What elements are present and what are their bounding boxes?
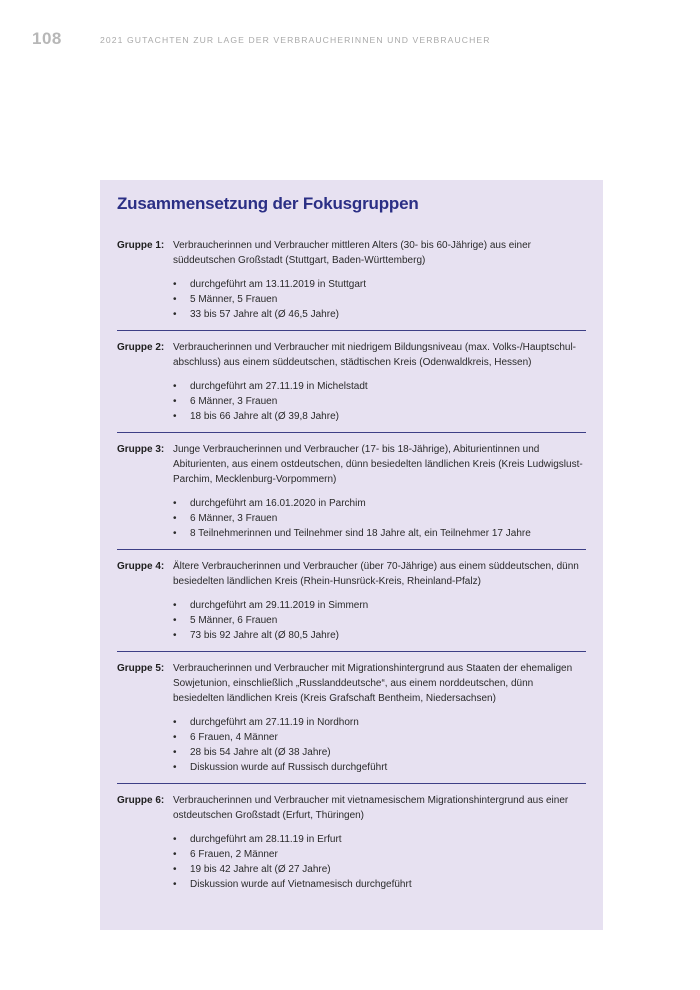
page-number: 108 [32,29,62,48]
list-item: • 28 bis 54 Jahre alt (Ø 38 Jahre) [173,747,331,758]
group-5 [117,661,586,775]
group-description: Verbraucherinnen und Verbraucher mit vietnamesischem Migrationshintergrund aus einer ostdeutschen Großstadt (Erfurt, Thüringen) [173,795,569,821]
group-3 [117,442,586,541]
list-item: • 6 Frauen, 4 Männer [173,732,278,743]
list-item: • durchgeführt am 27.11.19 in Nordhorn [173,717,359,728]
divider [117,330,586,331]
list-item: • durchgeführt am 28.11.19 in Erfurt [173,834,342,845]
bullet-icon: • [173,411,177,422]
bullet-list [173,379,586,424]
divider [117,651,586,652]
bullet-icon: • [173,849,177,860]
divider [117,783,586,784]
bullet-icon: • [173,762,177,773]
group-label: Gruppe 1: [117,240,165,251]
list-item: • 18 bis 66 Jahre alt (Ø 39,8 Jahre) [173,411,339,422]
bullet-list [173,277,586,322]
list-item: • 5 Männer, 6 Frauen [173,615,278,626]
bullet-icon: • [173,717,177,728]
list-item: • 6 Frauen, 2 Männer [173,849,278,860]
running-header: 2021 GUTACHTEN ZUR LAGE DER VERBRAUCHERINNEN UND VERBRAUCHER [100,35,491,45]
group-description: Junge Verbraucherinnen und Verbraucher (17- bis 18-Jährige), Abiturientinnen und Abiturienten, aus einem ostdeutschen, dünn besiedelten ländlichen Kreis (Kreis Ludwigslust-Parchim, Mecklenburg-Vorpommern) [173,444,583,485]
divider [117,432,586,433]
list-item: • 8 Teilnehmerinnen und Teilnehmer sind 18 Jahre alt, ein Teilnehmer 17 Jahre [173,528,531,539]
bullet-list [173,496,586,541]
group-description: Verbraucherinnen und Verbraucher mit Migrationshintergrund aus Staaten der ehemaligen Sowjetunion, einschließlich „Russlanddeutsche“, aus einem norddeutschen, dünn besiedelten ländlichen Kreis (Kreis Grafschaft Bentheim, Niedersachsen) [173,663,573,704]
bullet-icon: • [173,294,177,305]
focus-groups-box [100,180,603,930]
list-item: • durchgeführt am 16.01.2020 in Parchim [173,498,366,509]
bullet-list [173,598,586,643]
list-item: • durchgeführt am 27.11.19 in Michelstadt [173,381,368,392]
group-label: Gruppe 4: [117,561,165,572]
bullet-icon: • [173,528,177,539]
bullet-icon: • [173,381,177,392]
bullet-list [173,715,586,775]
group-label: Gruppe 5: [117,663,165,674]
bullet-icon: • [173,732,177,743]
group-2 [117,340,586,424]
group-label: Gruppe 3: [117,444,165,455]
list-item: • durchgeführt am 13.11.2019 in Stuttgart [173,279,367,290]
list-item: • 33 bis 57 Jahre alt (Ø 46,5 Jahre) [173,309,339,320]
bullet-icon: • [173,615,177,626]
list-item: • 73 bis 92 Jahre alt (Ø 80,5 Jahre) [173,630,339,641]
group-description: Verbraucherinnen und Verbraucher mit niedrigem Bildungsniveau (max. Volks-/Hauptschul- abschluss) aus einem süddeutschen, städtischen Kreis (Odenwaldkreis, Hessen) [173,342,576,368]
bullet-icon: • [173,834,177,845]
group-label: Gruppe 2: [117,342,165,353]
group-1 [117,238,586,322]
bullet-icon: • [173,309,177,320]
list-item: • Diskussion wurde auf Vietnamesisch durchgeführt [173,879,412,890]
list-item: • durchgeführt am 29.11.2019 in Simmern [173,600,369,611]
group-description: Ältere Verbraucherinnen und Verbraucher (über 70-Jährige) aus einem süddeutschen, dünn besiedelten ländlichen Kreis (Rhein-Hunsrück-Kreis, Rheinland-Pfalz) [173,561,579,587]
bullet-icon: • [173,879,177,890]
bullet-icon: • [173,747,177,758]
bullet-icon: • [173,498,177,509]
list-item: • 19 bis 42 Jahre alt (Ø 27 Jahre) [173,864,331,875]
list-item: • 5 Männer, 5 Frauen [173,294,278,305]
group-6 [117,793,586,892]
bullet-icon: • [173,396,177,407]
bullet-icon: • [173,864,177,875]
group-description: Verbraucherinnen und Verbraucher mittleren Alters (30- bis 60-Jährige) aus einer süddeutschen Großstadt (Stuttgart, Baden-Württemberg) [173,240,531,266]
bullet-icon: • [173,279,177,290]
bullet-icon: • [173,630,177,641]
group-4 [117,559,586,643]
divider [117,549,586,550]
list-item: • 6 Männer, 3 Frauen [173,513,278,524]
bullet-list [173,832,586,892]
list-item: • 6 Männer, 3 Frauen [173,396,278,407]
box-title: Zusammensetzung der Fokusgruppen [117,194,419,213]
bullet-icon: • [173,600,177,611]
list-item: • Diskussion wurde auf Russisch durchgeführt [173,762,388,773]
bullet-icon: • [173,513,177,524]
group-label: Gruppe 6: [117,795,165,806]
